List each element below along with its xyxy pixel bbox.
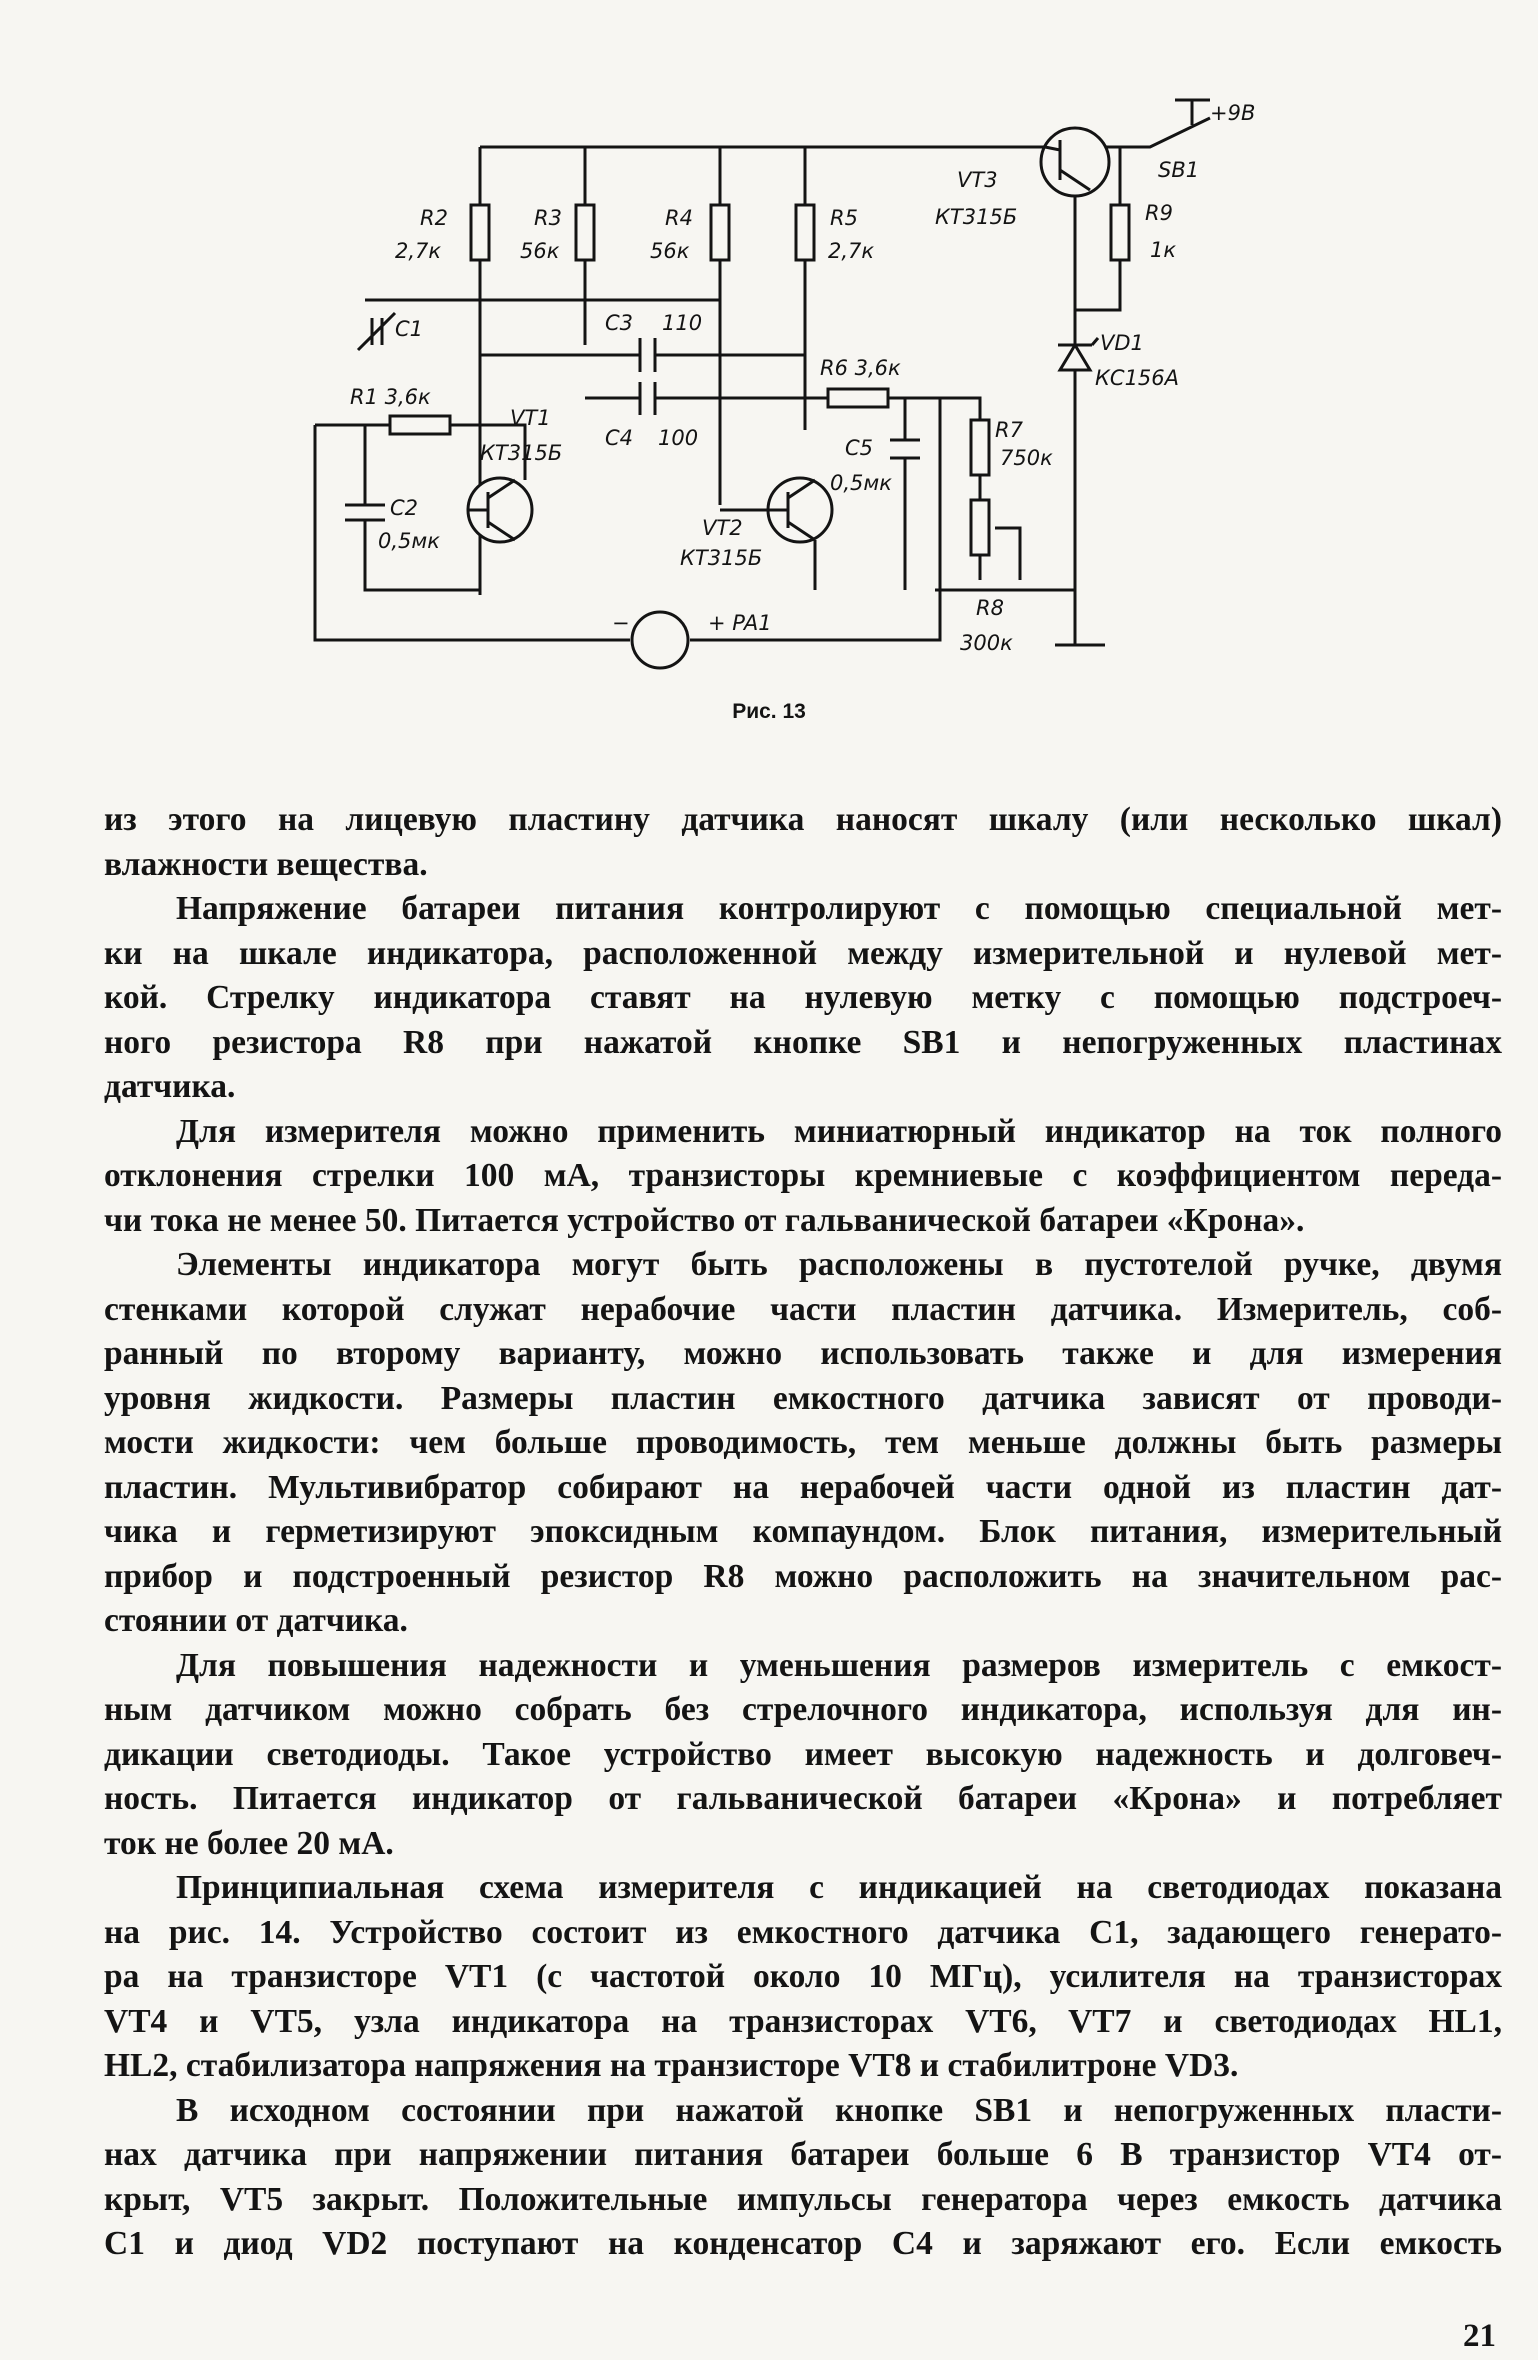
text-line: HL2, стабилизатора напряжения на транзисторе VT8 и стабилитроне VD3. (104, 2047, 1239, 2084)
label-vt1-type: КТ315Б (480, 441, 563, 465)
text-line: чика и герметизируют эпоксидным компаундом. Блок питания, измерительный (104, 1513, 1502, 1550)
text-line: Для измерителя можно применить миниатюрный индикатор на ток полного (176, 1112, 1502, 1150)
label-r7-val: 750к (1000, 446, 1053, 470)
switch-sb1 (1105, 118, 1210, 147)
label-c4-val: 100 (658, 426, 699, 450)
page-number: 21 (1463, 2318, 1496, 2354)
resistor-r7 (971, 420, 989, 475)
paragraph (104, 887, 1502, 1110)
text-line: пластин. Мультивибратор собирают на нерабочей части одной из пластин дат- (104, 1468, 1502, 1506)
label-sb1: SB1 (1158, 158, 1200, 182)
paragraph (104, 1243, 1502, 1644)
r6-out-wire (888, 398, 980, 590)
label-vd1: VD1 (1100, 331, 1144, 355)
text-line: С1 и диод VD2 поступают на конденсатор С4 и заряжают его. Если емкость (104, 2225, 1502, 2262)
zener-vd1-bar (1058, 338, 1098, 345)
label-r2: R2 (420, 206, 448, 230)
paragraph (104, 1644, 1502, 1867)
text-line: В исходном состоянии при нажатой кнопке SB1 и непогруженных пласти- (176, 2091, 1502, 2129)
label-vt3-type: КТ315Б (935, 205, 1018, 229)
resistor-r1 (390, 416, 450, 434)
resistor-r2 (471, 205, 489, 260)
label-vt2-type: КТ315Б (680, 546, 763, 570)
text-line: влажности вещества. (104, 845, 428, 883)
body-text (104, 798, 1502, 2267)
text-line: VT4 и VT5, узла индикатора на транзисторах VT6, VT7 и светодиодах HL1, (104, 2002, 1502, 2040)
text-line: ток не более 20 мА. (104, 1824, 394, 1862)
text-line: Для повышения надежности и уменьшения размеров измеритель с емкост- (176, 1646, 1502, 1684)
label-c3-val: 110 (662, 311, 703, 335)
label-r4: R4 (665, 206, 693, 230)
label-vt1: VT1 (510, 406, 551, 430)
text-line: ным датчиком можно собрать без стрелочного индикатора, используя для ин- (104, 1691, 1502, 1728)
text-line: Напряжение батареи питания контролируют с помощью специальной мет- (176, 890, 1502, 927)
paragraph (104, 798, 1502, 887)
text-line: дикации светодиоды. Такое устройство имеет высокую надежность и долговеч- (104, 1735, 1502, 1773)
resistor-r5 (796, 205, 814, 260)
paragraph (104, 2089, 1502, 2267)
text-line: ранный по второму варианту, можно использовать также и для измерения (104, 1335, 1502, 1372)
capacitor-c1 (358, 313, 395, 350)
label-c1: С1 (395, 317, 424, 341)
figure-caption: Рис. 13 (732, 700, 806, 723)
label-vt2: VT2 (702, 516, 743, 540)
label-r5-val: 2,7к (828, 239, 875, 263)
zener-vd1 (1060, 345, 1090, 370)
circuit-schematic (300, 90, 1300, 690)
label-c4: С4 (605, 426, 634, 450)
label-r4-val: 56к (650, 239, 690, 263)
label-r5: R5 (830, 206, 858, 230)
label-c3: С3 (605, 311, 634, 335)
text-line: уровня жидкости. Размеры пластин емкостного датчика зависят от проводи- (104, 1379, 1502, 1417)
text-line: стоянии от датчика. (104, 1602, 408, 1639)
text-line: прибор и подстроенный резистор R8 можно расположить на значительном рас- (104, 1557, 1502, 1595)
capacitor-c3 (640, 338, 655, 372)
label-r9: R9 (1145, 201, 1173, 225)
label-vt3: VT3 (957, 168, 998, 192)
label-r8: R8 (976, 596, 1004, 620)
label-pa1: + PA1 (708, 611, 772, 635)
text-line: датчика. (104, 1068, 236, 1105)
capacitor-c5 (890, 398, 920, 590)
label-r6: R6 3,6к (820, 356, 901, 380)
text-line: ки на шкале индикатора, расположенной между измерительной и нулевой мет- (104, 934, 1502, 972)
text-line: Принципиальная схема измерителя с индикацией на светодиодах показана (176, 1869, 1502, 1906)
text-line: нах датчика при напряжении питания батареи больше 6 В транзистор VT4 от- (104, 2136, 1502, 2173)
label-r1: R1 3,6к (350, 385, 431, 409)
r9-bottom-wire (1075, 260, 1120, 310)
resistor-r6 (828, 389, 888, 407)
text-line: кой. Стрелку индикатора ставят на нулевую метку с помощью подстроеч- (104, 979, 1502, 1016)
label-pa1-minus: − (612, 611, 630, 635)
text-line: из этого на лицевую пластину датчика наносят шкалу (или несколько шкал) (104, 801, 1502, 838)
label-vd1-type: КС156А (1095, 366, 1180, 390)
label-c2-val: 0,5мк (378, 529, 440, 553)
label-r8-val: 300к (960, 631, 1013, 655)
label-c2: С2 (390, 496, 419, 520)
resistor-r9 (1111, 205, 1129, 260)
text-line: чи тока не менее 50. Питается устройство от гальванической батареи «Крона». (104, 1201, 1305, 1239)
label-c5-val: 0,5мк (830, 471, 892, 495)
text-line: Элементы индикатора могут быть расположены в пустотелой ручке, двумя (176, 1246, 1502, 1283)
text-line: крыт, VT5 закрыт. Положительные импульсы генератора через емкость датчика (104, 2180, 1502, 2218)
paragraph (104, 1866, 1502, 2089)
text-line: ра на транзисторе VT1 (с частотой около 10 МГц), усилителя на транзисторах (104, 1958, 1502, 1995)
label-supply: +9В (1210, 101, 1256, 125)
text-line: стенками которой служат нерабочие части пластин датчика. Измеритель, соб- (104, 1290, 1502, 1328)
label-r9-val: 1к (1150, 238, 1177, 262)
meter-pa1 (632, 612, 688, 668)
resistor-r3 (576, 205, 594, 260)
label-r7: R7 (995, 418, 1023, 442)
paragraph (104, 1110, 1502, 1244)
label-r2-val: 2,7к (395, 239, 442, 263)
transistor-vt3 (1041, 128, 1109, 196)
label-r3-val: 56к (520, 239, 560, 263)
r8-wire (935, 528, 1075, 590)
capacitor-c4 (640, 382, 655, 415)
text-line: мости жидкости: чем больше проводимость, тем меньше должны быть размеры (104, 1424, 1502, 1461)
text-line: на рис. 14. Устройство состоит из емкостного датчика С1, задающего генерато- (104, 1913, 1502, 1951)
text-line: ность. Питается индикатор от гальванической батареи «Крона» и потребляет (104, 1780, 1502, 1817)
text-line: ного резистора R8 при нажатой кнопке SB1 и непогруженных пластинах (104, 1023, 1502, 1061)
text-line: отклонения стрелки 100 мА, транзисторы кремниевые с коэффициентом переда- (104, 1157, 1502, 1194)
resistor-r8 (971, 500, 989, 555)
label-r3: R3 (534, 206, 562, 230)
resistor-r4 (711, 205, 729, 260)
label-c5: С5 (845, 436, 874, 460)
